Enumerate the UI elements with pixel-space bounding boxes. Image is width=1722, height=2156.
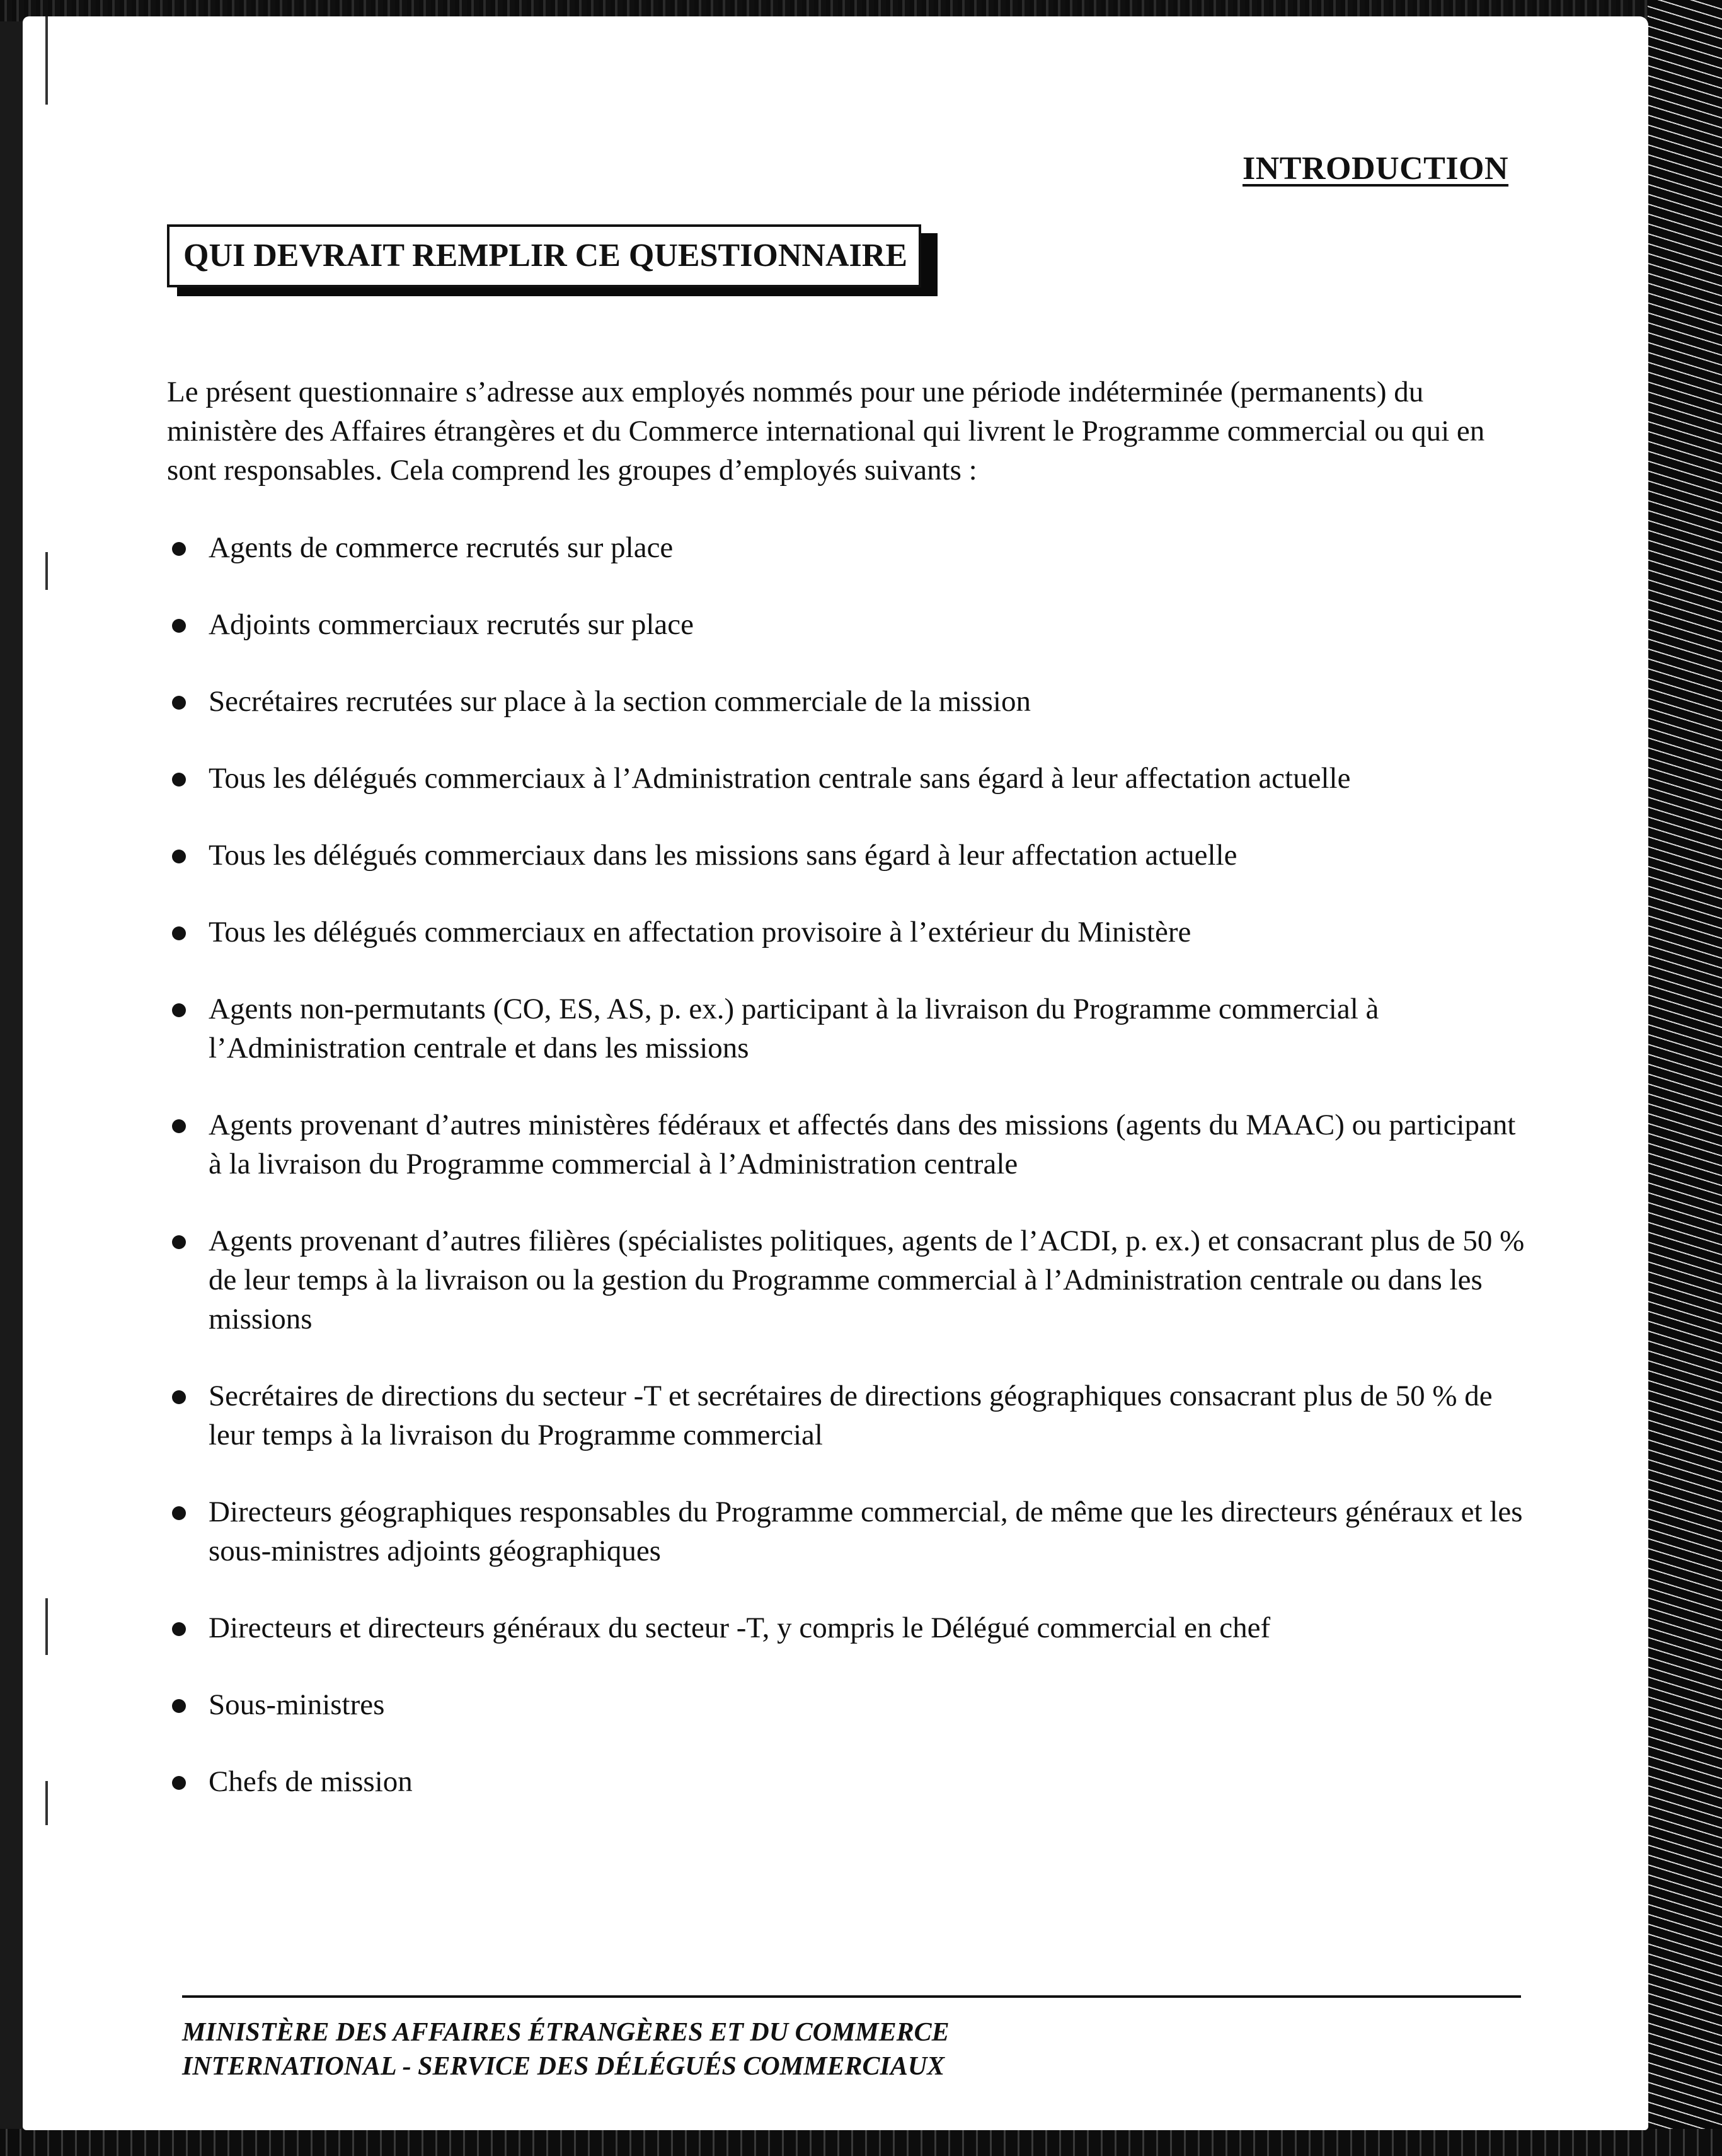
list-item <box>167 913 1534 952</box>
heading-text: QUI DEVRAIT REMPLIR CE QUESTIONNAIRE <box>183 238 908 274</box>
list-item-text: Secrétaires recrutées sur place à la section commerciale de la mission <box>209 685 1031 718</box>
boxed-heading <box>167 224 927 294</box>
binding-mark <box>45 16 48 105</box>
bullet-icon <box>172 542 186 556</box>
bullet-icon <box>172 1622 186 1636</box>
footer-line-2: INTERNATIONAL - SERVICE DES DÉLÉGUÉS COMMERCIAUX <box>182 2052 945 2081</box>
bullet-icon <box>172 1119 186 1133</box>
bullet-icon <box>172 1699 186 1713</box>
list-item <box>167 528 1534 567</box>
bullet-icon <box>172 619 186 633</box>
list-item <box>167 1376 1534 1455</box>
bullet-icon <box>172 1390 186 1404</box>
list-item-text: Directeurs géographiques responsables du Programme commercial, de même que les directeurs généraux et les sous-ministres adjoints géographiques <box>209 1496 1523 1567</box>
list-item-text: Secrétaires de directions du secteur -T et secrétaires de directions géographiques consacrant plus de 50 % de leur temps à la livraison du Programme commercial <box>209 1380 1493 1451</box>
scan-edge-right <box>1648 0 1722 2156</box>
scan-edge-bottom <box>0 2129 1722 2156</box>
binding-mark <box>45 1781 48 1825</box>
list-item <box>167 1105 1534 1184</box>
list-item-text: Agents non-permutants (CO, ES, AS, p. ex.) participant à la livraison du Programme commercial à l’Administration centrale et dans les missions <box>209 993 1379 1064</box>
list-item <box>167 1762 1534 1801</box>
bullet-icon <box>172 850 186 863</box>
list-item <box>167 1492 1534 1571</box>
footer <box>182 2015 950 2084</box>
bullet-icon <box>172 1506 186 1520</box>
footer-divider <box>182 1995 1521 1998</box>
bullet-icon <box>172 926 186 940</box>
list-item <box>167 682 1534 721</box>
intro-paragraph: Le présent questionnaire s’adresse aux employés nommés pour une période indéterminée (permanents) du ministère des Affaires étrangères et du Commerce international qui livrent le Programme commercial ou qui en sont responsables. Cela comprend les groupes d’employés suivants : <box>167 376 1485 487</box>
bullet-icon <box>172 1003 186 1017</box>
list-item-text: Agents de commerce recrutés sur place <box>209 531 674 564</box>
list-item-text: Agents provenant d’autres ministères fédéraux et affectés dans des missions (agents du MAAC) ou participant à la livraison du Programme commercial à l’Administration centrale <box>209 1109 1516 1180</box>
bullet-icon <box>172 1776 186 1790</box>
list-item <box>167 1221 1534 1339</box>
list-item-text: Tous les délégués commerciaux en affectation provisoire à l’extérieur du Ministère <box>209 916 1191 948</box>
list-item-text: Sous-ministres <box>209 1688 385 1721</box>
list-item <box>167 759 1534 798</box>
binding-mark <box>45 552 48 590</box>
list-item-text: Chefs de mission <box>209 1765 413 1798</box>
bullet-icon <box>172 773 186 787</box>
list-item <box>167 1608 1534 1647</box>
list-item-text: Agents provenant d’autres filières (spécialistes politiques, agents de l’ACDI, p. ex.) et consacrant plus de 50 % de leur temps à la livraison ou la gestion du Programme commercial à l’Administration centrale ou dans les missions <box>209 1225 1525 1335</box>
list-item-text: Tous les délégués commerciaux à l’Administration centrale sans égard à leur affectation actuelle <box>209 762 1351 795</box>
list-item <box>167 989 1534 1068</box>
binding-mark <box>45 1598 48 1655</box>
document-page <box>23 16 1648 2130</box>
section-title: INTRODUCTION <box>1243 151 1509 187</box>
employee-group-list <box>167 528 1534 1839</box>
list-item <box>167 836 1534 875</box>
bullet-icon <box>172 1235 186 1249</box>
heading-frame <box>167 224 921 287</box>
bullet-icon <box>172 696 186 710</box>
footer-line-1: MINISTÈRE DES AFFAIRES ÉTRANGÈRES ET DU COMMERCE <box>182 2018 950 2047</box>
list-item <box>167 1685 1534 1724</box>
list-item <box>167 605 1534 644</box>
list-item-text: Adjoints commerciaux recrutés sur place <box>209 608 694 641</box>
list-item-text: Directeurs et directeurs généraux du secteur -T, y compris le Délégué commercial en chef <box>209 1611 1271 1644</box>
list-item-text: Tous les délégués commerciaux dans les missions sans égard à leur affectation actuelle <box>209 839 1237 872</box>
